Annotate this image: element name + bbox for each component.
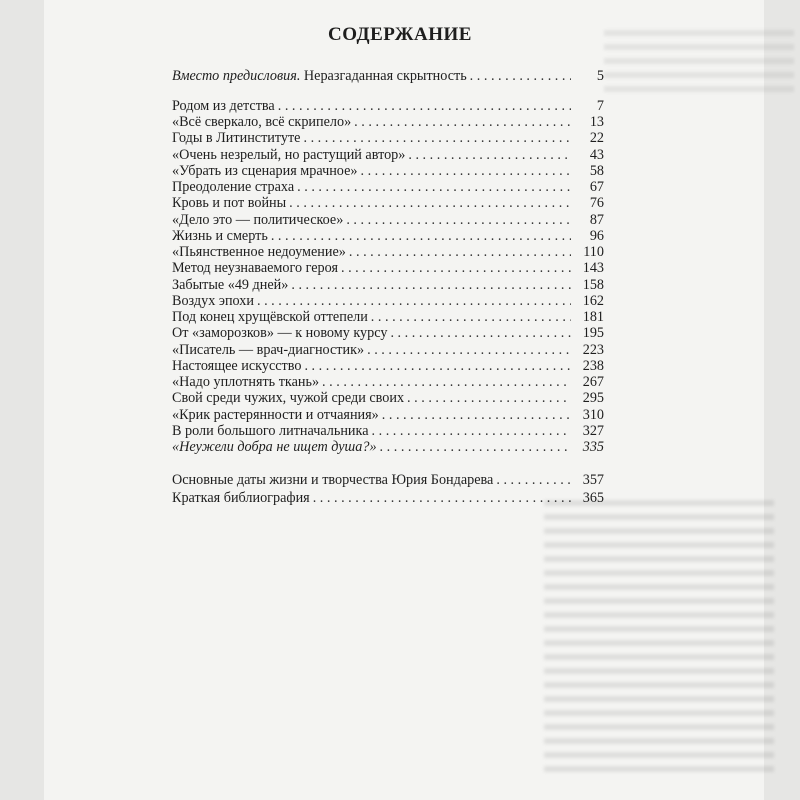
toc-leader-dots (380, 439, 571, 455)
toc-leader-dots (278, 98, 571, 114)
toc-page-number: 110 (583, 244, 604, 261)
toc-leader-dots (257, 293, 571, 309)
toc-leader-dots (372, 423, 572, 439)
toc-leader-dots (291, 277, 571, 293)
toc-leader-dots (303, 130, 571, 146)
toc-label: «Крик растерянности и отчаяния» (172, 406, 379, 423)
toc-row[interactable] (172, 98, 604, 114)
toc-label: Преодоление страха (172, 179, 295, 196)
toc-leader-dots (367, 342, 571, 358)
toc-row[interactable] (172, 195, 604, 211)
toc-row[interactable] (172, 309, 604, 325)
toc-row[interactable] (172, 130, 604, 146)
toc-row[interactable] (172, 163, 604, 179)
toc-label: «Неужели добра не ищет душа?» (172, 439, 377, 456)
toc-leader-dots (408, 147, 571, 163)
toc-label: Свой среди чужих, чужой среди своих (172, 390, 405, 407)
toc-label: Вместо предисловия. Неразгаданная скрытность (172, 68, 467, 84)
toc-row-preface[interactable] (172, 68, 604, 84)
toc-page-number: 22 (589, 130, 604, 147)
toc-leader-dots (407, 390, 571, 406)
page-title: СОДЕРЖАНИЕ (328, 24, 472, 45)
toc-label: «Убрать из сценария мрачное» (172, 162, 358, 179)
toc-row[interactable] (172, 293, 604, 309)
toc-leader-dots (313, 490, 571, 506)
toc-row[interactable] (172, 407, 604, 423)
toc-label: Настоящее искусство (172, 357, 302, 374)
toc-page-number: 295 (582, 390, 604, 407)
toc-page-number: 76 (589, 195, 604, 212)
toc-leader-dots (322, 374, 571, 390)
toc-row[interactable] (172, 490, 604, 506)
toc-page-number: 335 (582, 439, 604, 456)
toc-label: Воздух эпохи (172, 292, 254, 309)
toc-row[interactable] (172, 147, 604, 163)
toc-row[interactable] (172, 325, 604, 341)
toc-page-number: 365 (582, 490, 604, 506)
toc-label: Забытые «49 дней» (172, 276, 289, 293)
toc-row[interactable] (172, 179, 604, 195)
toc-label: Годы в Литинституте (172, 130, 301, 147)
toc-label: Жизнь и смерть (172, 227, 268, 244)
toc-label: Под конец хрущёвской оттепели (172, 309, 368, 326)
toc-leader-dots (371, 309, 571, 325)
toc-label: От «заморозков» — к новому курсу (172, 325, 388, 342)
toc-label: Родом из детства (172, 98, 275, 114)
toc-leader-dots (496, 472, 571, 488)
toc-row[interactable] (172, 439, 604, 455)
toc-leader-dots (390, 325, 571, 341)
toc-leader-dots (289, 195, 571, 211)
toc-label: «Дело это — политическое» (172, 211, 344, 228)
toc-label: «Пьянственное недоумение» (172, 244, 346, 261)
toc-row[interactable] (172, 358, 604, 374)
toc-leader-dots (360, 163, 571, 179)
toc-row[interactable] (172, 260, 604, 276)
toc-label: Краткая библиография (172, 490, 310, 506)
toc-page-number: 67 (589, 179, 604, 196)
toc-page-number: 158 (582, 276, 604, 293)
toc-leader-dots (271, 228, 571, 244)
toc-leader-dots (382, 407, 571, 423)
toc-leader-dots (354, 114, 571, 130)
toc-page-number: 58 (589, 162, 604, 179)
toc-page-number: 7 (596, 98, 604, 114)
toc-page-number: 181 (582, 309, 604, 326)
toc-label: Основные даты жизни и творчества Юрия Бондарева (172, 472, 494, 488)
toc-leader-dots (349, 244, 571, 260)
toc-row[interactable] (172, 114, 604, 130)
toc-leader-dots (304, 358, 571, 374)
toc-leader-dots (470, 68, 571, 84)
toc-row[interactable] (172, 374, 604, 390)
toc-row[interactable] (172, 244, 604, 260)
toc-page-number: 162 (582, 292, 604, 309)
toc-label: «Надо уплотнять ткань» (172, 374, 320, 391)
toc-page-number: 195 (582, 325, 604, 342)
toc-label: «Очень незрелый, но растущий автор» (172, 146, 406, 163)
toc-label: Метод неузнаваемого героя (172, 260, 338, 277)
toc-row[interactable] (172, 212, 604, 228)
toc-page-number: 143 (582, 260, 604, 277)
toc-page-number: 357 (582, 472, 604, 488)
toc-page-number: 96 (589, 227, 604, 244)
toc-row[interactable] (172, 390, 604, 406)
show-through-text (544, 500, 774, 780)
toc-label: Кровь и пот войны (172, 195, 287, 212)
toc-page-number: 5 (596, 68, 604, 84)
toc-row[interactable] (172, 423, 604, 439)
toc-leader-dots (297, 179, 571, 195)
toc-page-number: 13 (589, 114, 604, 131)
toc-row[interactable] (172, 277, 604, 293)
toc-leader-dots (341, 260, 571, 276)
toc-page-number: 87 (589, 211, 604, 228)
toc-page-number: 43 (589, 146, 604, 163)
toc-page-number: 267 (582, 374, 604, 391)
toc-label: «Писатель — врач-диагностик» (172, 341, 365, 358)
toc-row[interactable] (172, 472, 604, 488)
toc-page-number: 310 (582, 406, 604, 423)
toc-page-number: 238 (582, 357, 604, 374)
toc-page-number: 327 (582, 422, 604, 439)
toc-row[interactable] (172, 342, 604, 358)
toc-label: В роли большого литначальника (172, 422, 369, 439)
toc-row[interactable] (172, 228, 604, 244)
toc-leader-dots (346, 212, 571, 228)
toc-label: «Всё сверкало, всё скрипело» (172, 114, 352, 131)
toc-page-number: 223 (582, 341, 604, 358)
